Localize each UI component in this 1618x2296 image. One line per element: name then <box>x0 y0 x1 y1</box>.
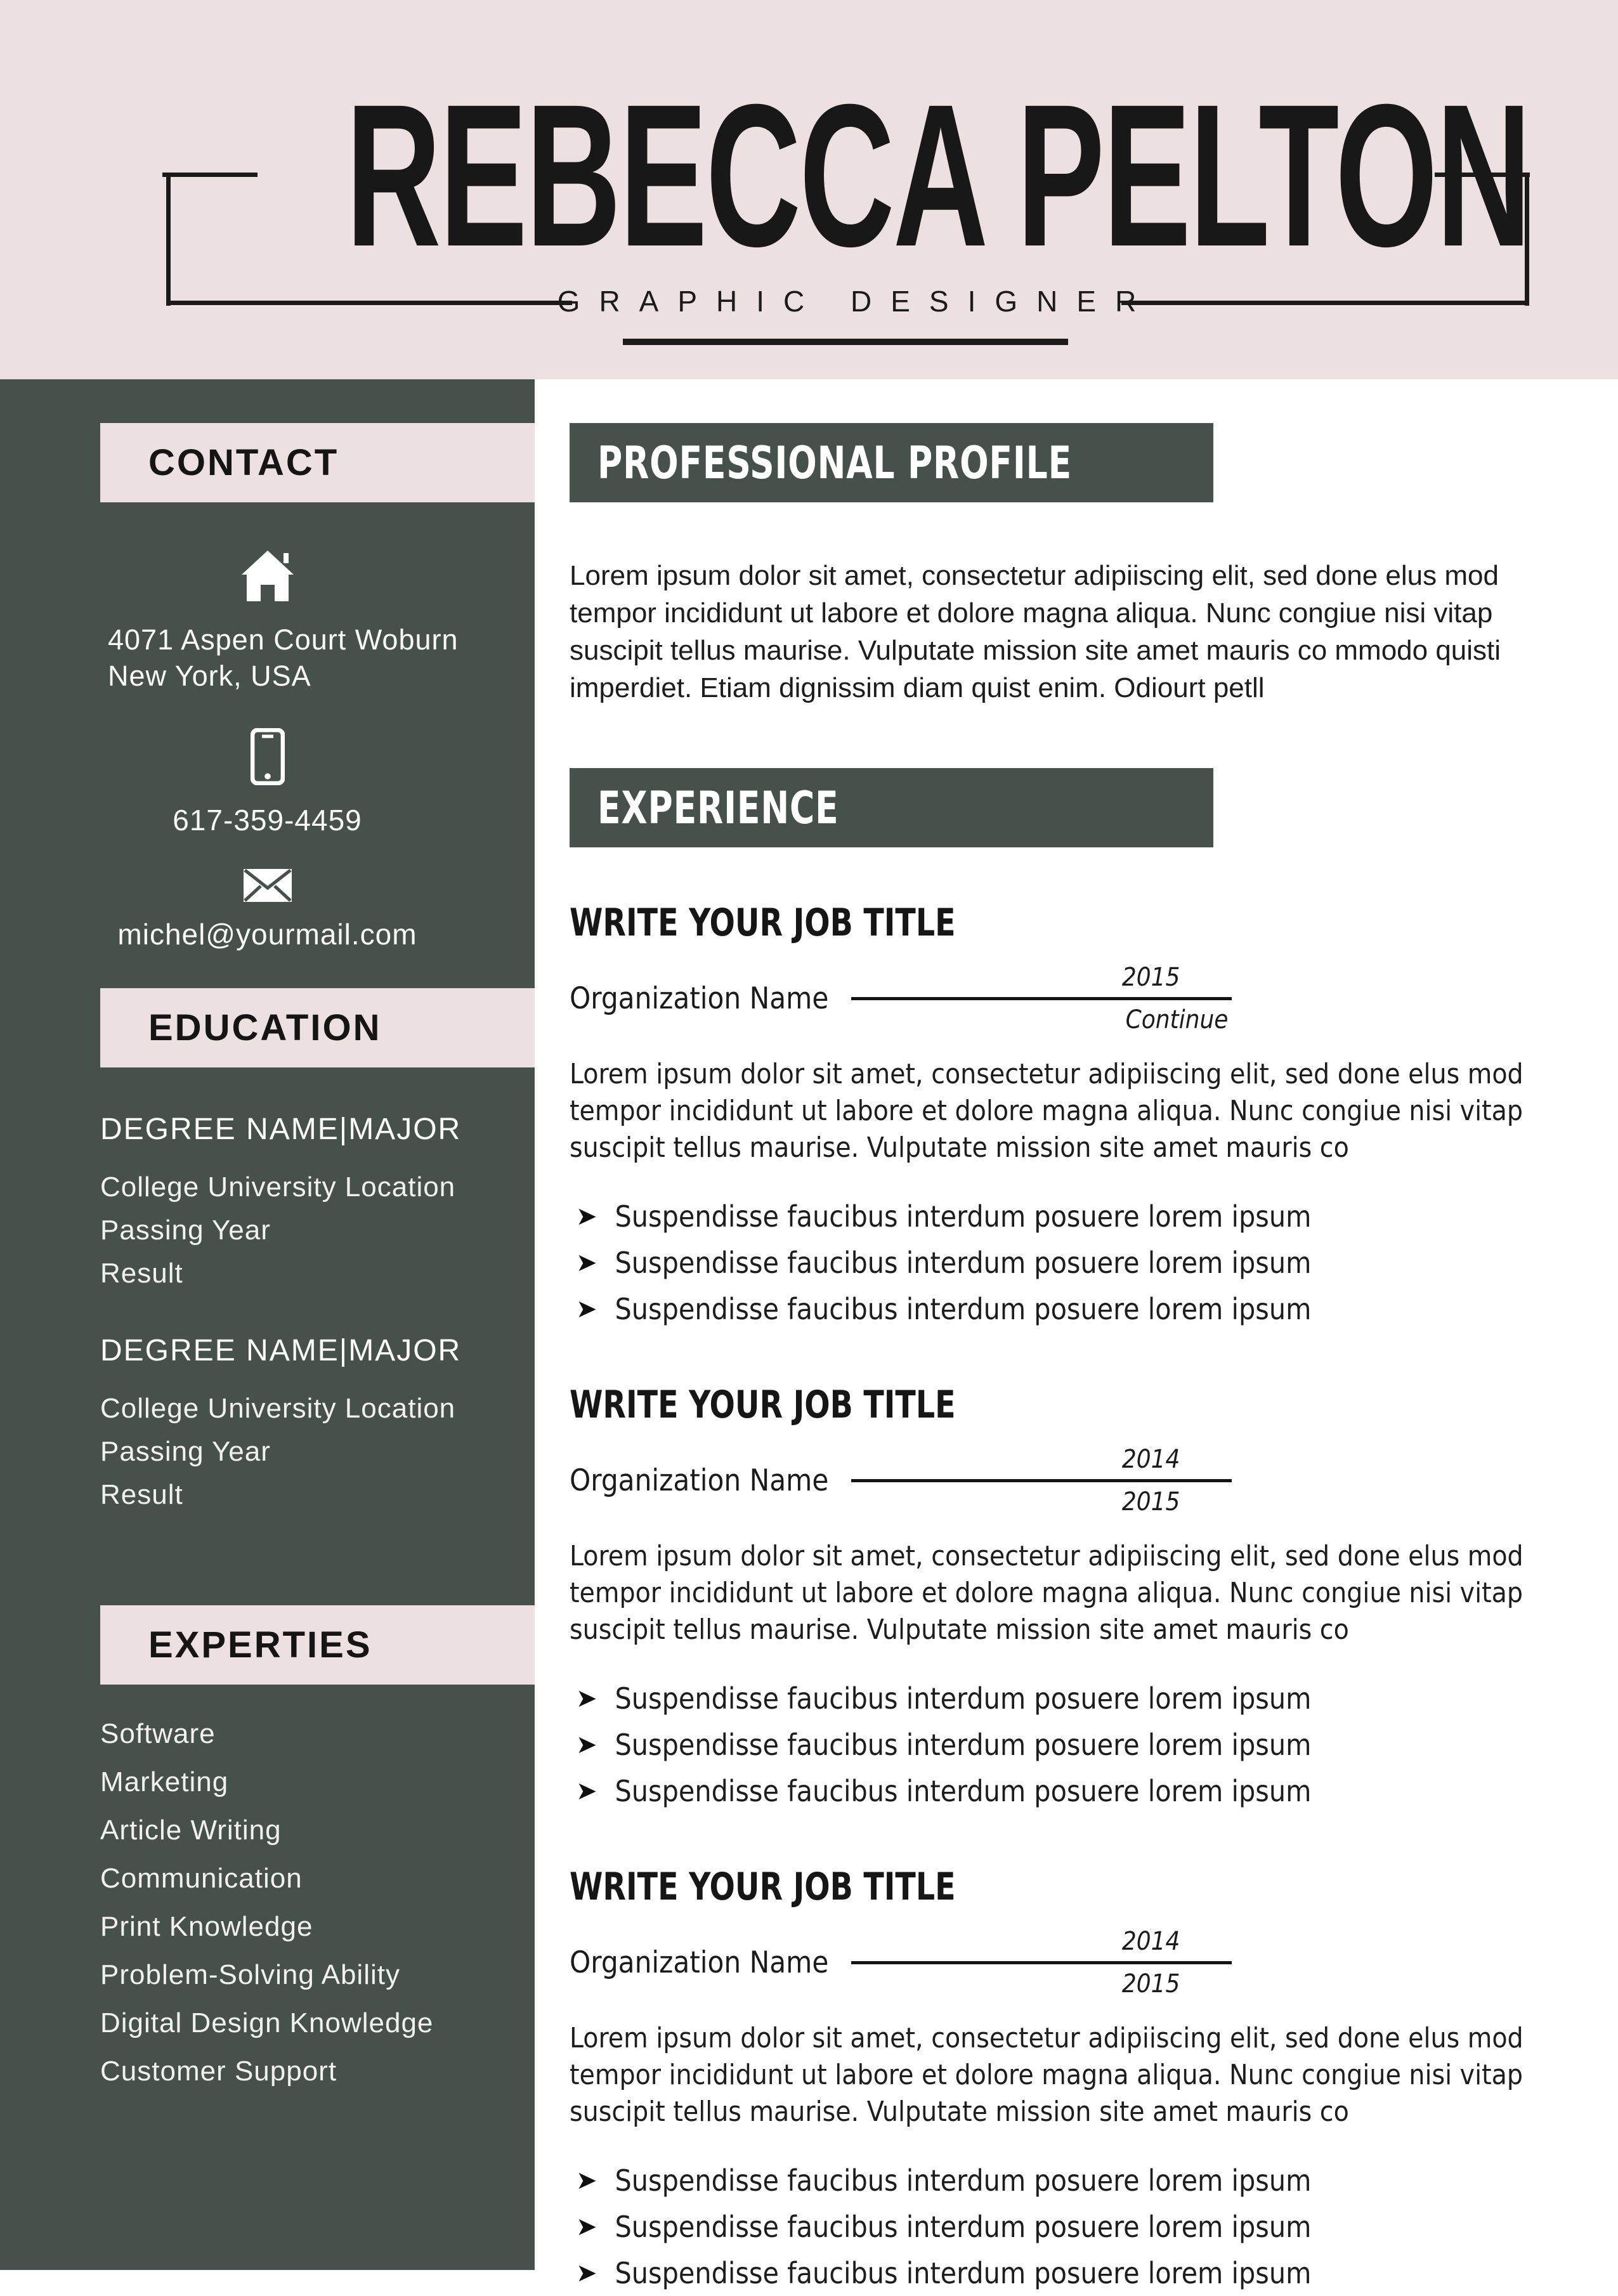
job-description: Lorem ipsum dolor sit amet, consectetur adipiiscing elit, sed done elus mod tempor incididunt ut labore et dolore magna aliqua. Nunc congiue nisi vitap suscipit tellus maurise. Vulputate mission site amet mauris co <box>570 1540 1523 1646</box>
education-entry <box>100 1112 535 1295</box>
job-description: Lorem ipsum dolor sit amet, consectetur adipiiscing elit, sed done elus mod tempor incididunt ut labore et dolore magna aliqua. Nunc congiue nisi vitap suscipit tellus maurise. Vulputate mission site amet mauris co <box>570 2022 1523 2128</box>
skill-item: Marketing <box>100 1766 229 1797</box>
bullet-text: Suspendisse faucibus interdum posuere lorem ipsum <box>615 1199 1312 1234</box>
role-underline <box>623 339 1068 345</box>
date-end: 2015 <box>1121 1487 1180 1517</box>
bullet-text: Suspendisse faucibus interdum posuere lorem ipsum <box>615 1245 1312 1280</box>
phone-icon <box>0 728 535 785</box>
skill-item: Customer Support <box>100 2056 337 2087</box>
main-column <box>570 379 1540 2296</box>
bullet-text: Suspendisse faucibus interdum posuere lorem ipsum <box>615 2163 1312 2198</box>
experience-job <box>570 1865 1540 2296</box>
arrow-bullet-icon: ➤ <box>576 2258 597 2288</box>
contact-section-heading <box>100 423 535 502</box>
address-line-2: New York, USA <box>108 660 311 692</box>
resume-header <box>0 0 1618 379</box>
degree-result: Result <box>100 1479 183 1510</box>
bullet-item <box>576 2203 1540 2250</box>
skills-list <box>100 1710 535 2096</box>
arrow-bullet-icon: ➤ <box>576 1294 597 1324</box>
organization-name: Organization Name <box>570 1945 829 1980</box>
job-title: WRITE YOUR JOB TITLE <box>570 901 956 945</box>
bullet-item <box>576 1721 1540 1768</box>
skill-item: Digital Design Knowledge <box>100 2007 434 2038</box>
sidebar <box>0 379 535 2270</box>
header-inner <box>76 0 1617 379</box>
date-start: 2014 <box>1121 1927 1180 1956</box>
bullet-item <box>576 1239 1540 1286</box>
date-block <box>851 1927 1232 1999</box>
degree-year: Passing Year <box>100 1436 271 1467</box>
date-end: 2015 <box>1121 1969 1180 1999</box>
arrow-bullet-icon: ➤ <box>576 2165 597 2195</box>
arrow-bullet-icon: ➤ <box>576 1730 597 1759</box>
degree-school: College University Location <box>100 1393 456 1424</box>
education-entry <box>100 1333 535 1517</box>
home-icon <box>0 548 535 601</box>
arrow-bullet-icon: ➤ <box>576 1201 597 1231</box>
person-name: REBECCA PELTON <box>346 62 1530 289</box>
bullet-item <box>576 1193 1540 1239</box>
bullet-text: Suspendisse faucibus interdum posuere lorem ipsum <box>615 2209 1312 2244</box>
job-bullet-list <box>570 2157 1540 2296</box>
date-start: 2015 <box>1121 963 1180 992</box>
organization-row <box>570 1927 1540 1999</box>
skill-item: Article Writing <box>100 1815 282 1846</box>
bullet-text: Suspendisse faucibus interdum posuere lorem ipsum <box>615 1773 1312 1808</box>
job-bullet-list <box>570 1193 1540 1332</box>
job-description: Lorem ipsum dolor sit amet, consectetur adipiiscing elit, sed done elus mod tempor incididunt ut labore et dolore magna aliqua. Nunc congiue nisi vitap suscipit tellus maurise. Vulputate mission site amet mauris co <box>570 1058 1523 1164</box>
degree-name: DEGREE NAME|MAJOR <box>100 1112 462 1146</box>
date-block <box>851 1445 1232 1517</box>
profile-section-heading <box>570 423 1213 502</box>
education-heading-label: EDUCATION <box>148 1007 382 1048</box>
profile-heading-label: PROFESSIONAL PROFILE <box>597 436 1072 489</box>
bullet-text: Suspendisse faucibus interdum posuere lorem ipsum <box>615 1681 1312 1716</box>
job-title: WRITE YOUR JOB TITLE <box>570 1865 956 1909</box>
arrow-bullet-icon: ➤ <box>576 2212 597 2241</box>
degree-year: Passing Year <box>100 1215 271 1246</box>
bullet-text: Suspendisse faucibus interdum posuere lorem ipsum <box>615 1727 1312 1762</box>
arrow-bullet-icon: ➤ <box>576 1248 597 1277</box>
skill-item: Software <box>100 1718 216 1749</box>
bullet-item <box>576 1286 1540 1332</box>
skill-item: Problem-Solving Ability <box>100 1959 400 1990</box>
contact-heading-label: CONTACT <box>148 442 339 483</box>
address-line-1: 4071 Aspen Court Woburn <box>108 623 459 656</box>
bullet-item <box>576 1675 1540 1721</box>
education-section-heading <box>100 988 535 1067</box>
arrow-bullet-icon: ➤ <box>576 1776 597 1806</box>
job-title: WRITE YOUR JOB TITLE <box>570 1383 956 1427</box>
experience-heading-label: EXPERIENCE <box>597 781 839 834</box>
degree-school: College University Location <box>100 1171 456 1203</box>
arrow-bullet-icon: ➤ <box>576 1683 597 1713</box>
job-bullet-list <box>570 1675 1540 1814</box>
degree-name: DEGREE NAME|MAJOR <box>100 1334 462 1367</box>
bullet-text: Suspendisse faucibus interdum posuere lorem ipsum <box>615 1291 1312 1326</box>
contact-address <box>108 622 509 694</box>
profile-paragraph: Lorem ipsum dolor sit amet, consectetur adipiiscing elit, sed done elus mod tempor incididunt ut labore et dolore magna aliqua. Nunc congiue nisi vitap suscipit tellus maurise. Vulputate mission site amet mauris co mmodo quisti imperdiet. Etiam dignissim diam quist enim. Odiourt petll <box>570 560 1501 703</box>
organization-name: Organization Name <box>570 981 829 1016</box>
date-block <box>851 963 1232 1034</box>
skill-item: Communication <box>100 1863 303 1894</box>
person-role: GRAPHIC DESIGNER <box>557 285 1156 318</box>
skill-item: Print Knowledge <box>100 1911 313 1942</box>
organization-row <box>570 1445 1540 1517</box>
experience-job <box>570 901 1540 1332</box>
bullet-item <box>576 2157 1540 2203</box>
experience-section-heading <box>570 768 1213 847</box>
mail-icon <box>0 869 535 902</box>
bullet-item <box>576 1768 1540 1814</box>
experience-job <box>570 1383 1540 1814</box>
degree-result: Result <box>100 1258 183 1289</box>
date-end: Continue <box>1125 1005 1229 1034</box>
contact-phone: 617-359-4459 <box>173 804 362 837</box>
experties-section-heading <box>100 1605 535 1685</box>
date-start: 2014 <box>1121 1445 1180 1474</box>
organization-row <box>570 963 1540 1034</box>
contact-email: michel@yourmail.com <box>117 918 417 951</box>
experties-heading-label: EXPERTIES <box>148 1624 372 1666</box>
organization-name: Organization Name <box>570 1463 829 1498</box>
bullet-text: Suspendisse faucibus interdum posuere lorem ipsum <box>615 2255 1312 2290</box>
bullet-item <box>576 2250 1540 2296</box>
